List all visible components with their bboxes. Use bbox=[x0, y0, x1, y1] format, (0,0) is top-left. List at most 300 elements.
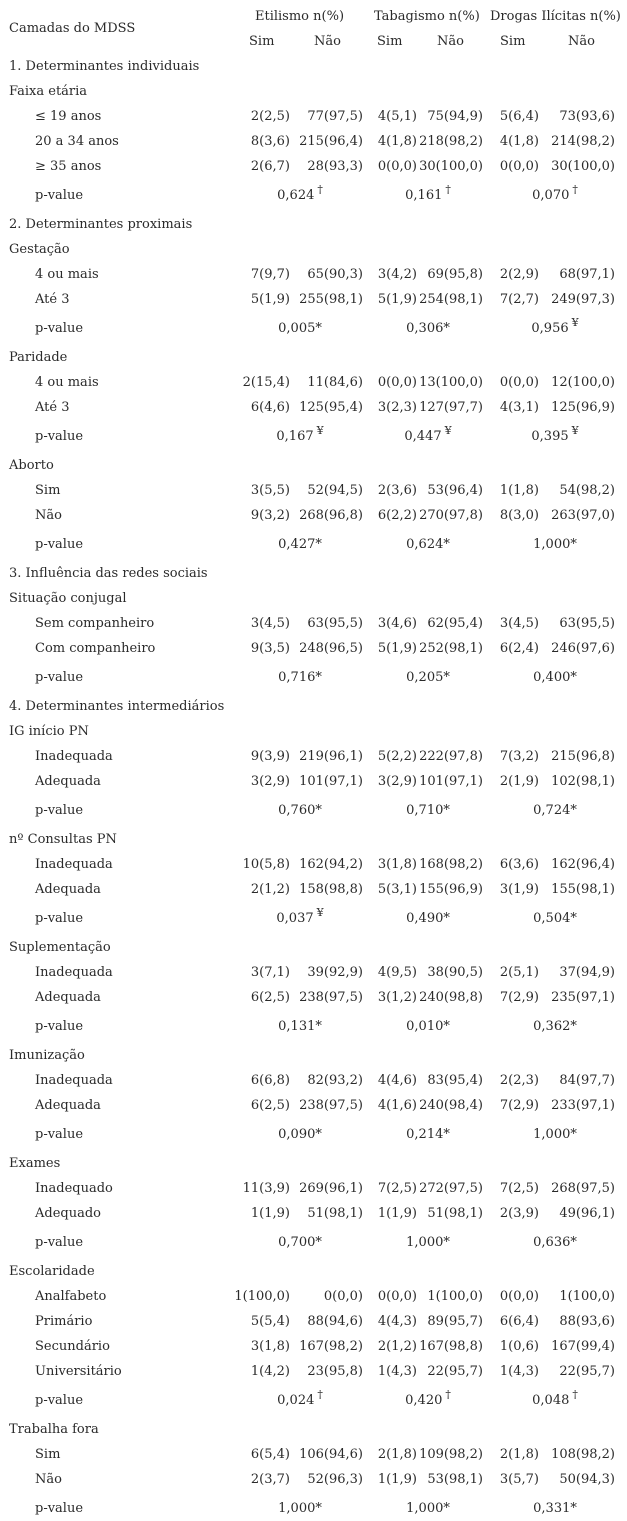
p-value-number: 0,131* bbox=[278, 1019, 322, 1034]
cell-value: 125(96,9) bbox=[551, 400, 615, 415]
p-value-number: 0,037 bbox=[276, 911, 314, 926]
p-value bbox=[532, 183, 578, 208]
cell-value: 9(3,2) bbox=[250, 508, 290, 523]
section-label: Paridade bbox=[9, 350, 68, 365]
cell-value: 0(0,0) bbox=[377, 159, 417, 174]
cell-value: 240(98,4) bbox=[419, 1098, 483, 1113]
cell-value: 12(100,0) bbox=[551, 375, 615, 390]
p-value bbox=[533, 1122, 577, 1147]
row-label: p-value bbox=[35, 188, 84, 203]
p-value-number: 0,331* bbox=[533, 1501, 577, 1516]
cell-value: 1(100,0) bbox=[559, 1289, 615, 1304]
section-row bbox=[0, 237, 627, 262]
significance-symbol: † bbox=[572, 1388, 578, 1401]
cell-value: 8(3,6) bbox=[250, 134, 290, 149]
cell-value: 252(98,1) bbox=[419, 641, 483, 656]
cell-value: 270(97,8) bbox=[419, 508, 483, 523]
cell-value: 255(98,1) bbox=[299, 292, 363, 307]
cell-value: 3(2,9) bbox=[250, 774, 290, 789]
table-row bbox=[0, 1359, 627, 1384]
p-value-number: 0,005* bbox=[278, 321, 322, 336]
row-label: Adequada bbox=[35, 882, 101, 897]
cell-value: 7(2,7) bbox=[499, 292, 539, 307]
section-label: IG início PN bbox=[9, 724, 89, 739]
p-value bbox=[533, 532, 577, 557]
cell-value: 8(3,0) bbox=[499, 508, 539, 523]
table-row bbox=[0, 877, 627, 902]
cell-value: 238(97,5) bbox=[299, 1098, 363, 1113]
header-sim-tabagismo: Sim bbox=[377, 34, 403, 49]
row-label: p-value bbox=[35, 537, 84, 552]
p-value-number: 0,447 bbox=[404, 429, 442, 444]
section-row bbox=[0, 827, 627, 852]
cell-value: 1(0,6) bbox=[499, 1339, 539, 1354]
p-value-number: 0,636* bbox=[533, 1235, 577, 1250]
p-value-number: 0,700* bbox=[278, 1235, 322, 1250]
cell-value: 1(100,0) bbox=[427, 1289, 483, 1304]
pvalue-row bbox=[0, 179, 627, 204]
row-label: p-value bbox=[35, 1019, 84, 1034]
table-row bbox=[0, 1309, 627, 1334]
cell-value: 22(95,7) bbox=[427, 1364, 483, 1379]
cell-value: 168(98,2) bbox=[419, 857, 483, 872]
p-value bbox=[405, 183, 451, 208]
cell-value: 215(96,8) bbox=[551, 749, 615, 764]
p-value-number: 0,070 bbox=[532, 188, 570, 203]
section-label: Gestação bbox=[9, 242, 70, 257]
cell-value: 0(0,0) bbox=[499, 375, 539, 390]
cell-value: 162(94,2) bbox=[299, 857, 363, 872]
cell-value: 1(100,0) bbox=[234, 1289, 290, 1304]
cell-value: 4(4,6) bbox=[377, 1073, 417, 1088]
cell-value: 5(5,4) bbox=[250, 1314, 290, 1329]
cell-value: 6(2,5) bbox=[250, 990, 290, 1005]
table-row bbox=[0, 611, 627, 636]
cell-value: 3(7,1) bbox=[250, 965, 290, 980]
table-row bbox=[0, 1467, 627, 1492]
table-row bbox=[0, 104, 627, 129]
section-label: nº Consultas PN bbox=[9, 832, 117, 847]
p-value-number: 0,024 bbox=[277, 1393, 315, 1408]
p-value bbox=[406, 532, 450, 557]
cell-value: 2(3,6) bbox=[377, 483, 417, 498]
section-row bbox=[0, 1259, 627, 1284]
cell-value: 30(100,0) bbox=[551, 159, 615, 174]
cell-value: 4(5,1) bbox=[377, 109, 417, 124]
cell-value: 53(98,1) bbox=[427, 1472, 483, 1487]
cell-value: 167(98,8) bbox=[419, 1339, 483, 1354]
p-value bbox=[278, 798, 322, 823]
header-group-etilismo: Etilismo n(%) bbox=[255, 9, 345, 24]
cell-value: 38(90,5) bbox=[427, 965, 483, 980]
p-value-number: 0,306* bbox=[406, 321, 450, 336]
p-value bbox=[531, 424, 578, 449]
table-row bbox=[0, 262, 627, 287]
p-value bbox=[531, 316, 578, 341]
table-row bbox=[0, 1334, 627, 1359]
p-value-number: 0,427* bbox=[278, 537, 322, 552]
p-value bbox=[278, 532, 322, 557]
p-value bbox=[406, 316, 450, 341]
cell-value: 2(6,7) bbox=[250, 159, 290, 174]
p-value-number: 0,090* bbox=[278, 1127, 322, 1142]
row-label: p-value bbox=[35, 670, 84, 685]
p-value-number: 1,000* bbox=[278, 1501, 322, 1516]
significance-symbol: † bbox=[317, 1388, 323, 1401]
cell-value: 2(1,2) bbox=[377, 1339, 417, 1354]
significance-symbol: ¥ bbox=[571, 316, 579, 329]
cell-value: 272(97,5) bbox=[419, 1181, 483, 1196]
cell-value: 155(98,1) bbox=[551, 882, 615, 897]
cell-value: 2(15,4) bbox=[242, 375, 290, 390]
section-label: Exames bbox=[9, 1156, 61, 1171]
cell-value: 3(4,2) bbox=[377, 267, 417, 282]
cell-value: 88(93,6) bbox=[559, 1314, 615, 1329]
cell-value: 68(97,1) bbox=[559, 267, 615, 282]
section-label: 4. Determinantes intermediários bbox=[9, 699, 225, 714]
p-value bbox=[406, 1230, 450, 1255]
row-label: p-value bbox=[35, 1127, 84, 1142]
cell-value: 5(3,1) bbox=[377, 882, 417, 897]
section-row bbox=[0, 453, 627, 478]
section-row bbox=[0, 1151, 627, 1176]
header-layers-label: Camadas do MDSS bbox=[9, 21, 136, 36]
cell-value: 0(0,0) bbox=[499, 1289, 539, 1304]
cell-value: 65(90,3) bbox=[307, 267, 363, 282]
row-label: p-value bbox=[35, 1235, 84, 1250]
p-value bbox=[405, 1388, 451, 1413]
p-value bbox=[278, 1496, 322, 1521]
p-value-number: 1,000* bbox=[533, 537, 577, 552]
cell-value: 54(98,2) bbox=[559, 483, 615, 498]
row-label: Inadequado bbox=[35, 1181, 113, 1196]
pvalue-row bbox=[0, 1010, 627, 1035]
section-label: Imunização bbox=[9, 1048, 85, 1063]
cell-value: 3(1,2) bbox=[377, 990, 417, 1005]
cell-value: 2(1,2) bbox=[250, 882, 290, 897]
cell-value: 84(97,7) bbox=[559, 1073, 615, 1088]
cell-value: 22(95,7) bbox=[559, 1364, 615, 1379]
section-label: Faixa etária bbox=[9, 84, 88, 99]
cell-value: 6(4,6) bbox=[250, 400, 290, 415]
row-label: ≥ 35 anos bbox=[35, 159, 102, 174]
cell-value: 51(98,1) bbox=[307, 1206, 363, 1221]
table-row bbox=[0, 395, 627, 420]
p-value bbox=[533, 798, 577, 823]
cell-value: 0(0,0) bbox=[377, 1289, 417, 1304]
cell-value: 6(2,4) bbox=[499, 641, 539, 656]
cell-value: 162(96,4) bbox=[551, 857, 615, 872]
p-value bbox=[278, 1014, 322, 1039]
p-value-number: 0,362* bbox=[533, 1019, 577, 1034]
pvalue-row bbox=[0, 420, 627, 445]
cell-value: 7(2,5) bbox=[499, 1181, 539, 1196]
section-row bbox=[0, 694, 627, 719]
pvalue-row bbox=[0, 1118, 627, 1143]
section-label: Situação conjugal bbox=[9, 591, 127, 606]
cell-value: 1(1,9) bbox=[377, 1472, 417, 1487]
row-label: p-value bbox=[35, 911, 84, 926]
cell-value: 2(1,8) bbox=[499, 1447, 539, 1462]
cell-value: 2(3,7) bbox=[250, 1472, 290, 1487]
cell-value: 7(2,9) bbox=[499, 1098, 539, 1113]
row-label: Adequado bbox=[35, 1206, 101, 1221]
cell-value: 52(94,5) bbox=[307, 483, 363, 498]
row-label: 4 ou mais bbox=[35, 375, 99, 390]
cell-value: 101(97,1) bbox=[419, 774, 483, 789]
pvalue-row bbox=[0, 312, 627, 337]
cell-value: 167(98,2) bbox=[299, 1339, 363, 1354]
p-value bbox=[404, 424, 451, 449]
table-row bbox=[0, 129, 627, 154]
cell-value: 11(3,9) bbox=[242, 1181, 290, 1196]
cell-value: 6(2,5) bbox=[250, 1098, 290, 1113]
p-value-number: 0,010* bbox=[406, 1019, 450, 1034]
p-value-number: 0,490* bbox=[406, 911, 450, 926]
table-row bbox=[0, 287, 627, 312]
table-row bbox=[0, 985, 627, 1010]
cell-value: 28(93,3) bbox=[307, 159, 363, 174]
cell-value: 109(98,2) bbox=[419, 1447, 483, 1462]
p-value-number: 0,710* bbox=[406, 803, 450, 818]
section-label: 3. Influência das redes sociais bbox=[9, 566, 208, 581]
p-value bbox=[276, 424, 323, 449]
cell-value: 254(98,1) bbox=[419, 292, 483, 307]
row-label: Adequada bbox=[35, 774, 101, 789]
p-value-number: 0,214* bbox=[406, 1127, 450, 1142]
p-value bbox=[278, 316, 322, 341]
cell-value: 37(94,9) bbox=[559, 965, 615, 980]
cell-value: 49(96,1) bbox=[559, 1206, 615, 1221]
p-value bbox=[533, 1496, 577, 1521]
cell-value: 63(95,5) bbox=[307, 616, 363, 631]
significance-symbol: † bbox=[317, 183, 323, 196]
cell-value: 1(4,3) bbox=[377, 1364, 417, 1379]
section-label: 2. Determinantes proximais bbox=[9, 217, 193, 232]
cell-value: 7(2,5) bbox=[377, 1181, 417, 1196]
header-sim-etilismo: Sim bbox=[249, 34, 275, 49]
p-value-number: 0,161 bbox=[405, 188, 443, 203]
row-label: p-value bbox=[35, 1501, 84, 1516]
p-value bbox=[278, 1122, 322, 1147]
p-value-number: 0,624* bbox=[406, 537, 450, 552]
cell-value: 268(96,8) bbox=[299, 508, 363, 523]
header-nao-etilismo: Não bbox=[314, 34, 341, 49]
section-label: Aborto bbox=[9, 458, 54, 473]
row-label: Inadequada bbox=[35, 1073, 113, 1088]
p-value bbox=[532, 1388, 578, 1413]
p-value-number: 0,624 bbox=[277, 188, 315, 203]
cell-value: 73(93,6) bbox=[559, 109, 615, 124]
cell-value: 214(98,2) bbox=[551, 134, 615, 149]
cell-value: 269(96,1) bbox=[299, 1181, 363, 1196]
row-label: Secundário bbox=[35, 1339, 110, 1354]
cell-value: 6(5,4) bbox=[250, 1447, 290, 1462]
cell-value: 2(2,9) bbox=[499, 267, 539, 282]
cell-value: 249(97,3) bbox=[551, 292, 615, 307]
cell-value: 233(97,1) bbox=[551, 1098, 615, 1113]
cell-value: 268(97,5) bbox=[551, 1181, 615, 1196]
cell-value: 51(98,1) bbox=[427, 1206, 483, 1221]
cell-value: 222(97,8) bbox=[419, 749, 483, 764]
row-label: 20 a 34 anos bbox=[35, 134, 119, 149]
table-row bbox=[0, 154, 627, 179]
cell-value: 77(97,5) bbox=[307, 109, 363, 124]
cell-value: 4(3,1) bbox=[499, 400, 539, 415]
cell-value: 3(4,5) bbox=[499, 616, 539, 631]
row-label: Não bbox=[35, 508, 62, 523]
cell-value: 4(1,8) bbox=[499, 134, 539, 149]
header-group-drogas: Drogas Ilícitas n(%) bbox=[490, 9, 621, 24]
cell-value: 2(2,3) bbox=[499, 1073, 539, 1088]
cell-value: 83(95,4) bbox=[427, 1073, 483, 1088]
p-value-number: 0,167 bbox=[276, 429, 314, 444]
cell-value: 53(96,4) bbox=[427, 483, 483, 498]
p-value-number: 1,000* bbox=[406, 1501, 450, 1516]
table-row bbox=[0, 960, 627, 985]
cell-value: 4(1,6) bbox=[377, 1098, 417, 1113]
row-label: p-value bbox=[35, 803, 84, 818]
cell-value: 218(98,2) bbox=[419, 134, 483, 149]
cell-value: 1(1,9) bbox=[250, 1206, 290, 1221]
p-value bbox=[533, 906, 577, 931]
p-value bbox=[406, 1496, 450, 1521]
cell-value: 1(4,2) bbox=[250, 1364, 290, 1379]
cell-value: 39(92,9) bbox=[307, 965, 363, 980]
cell-value: 5(1,9) bbox=[377, 641, 417, 656]
p-value bbox=[533, 665, 577, 690]
cell-value: 2(1,8) bbox=[377, 1447, 417, 1462]
cell-value: 3(1,9) bbox=[499, 882, 539, 897]
p-value bbox=[277, 1388, 323, 1413]
row-label: Adequada bbox=[35, 990, 101, 1005]
p-value bbox=[533, 1014, 577, 1039]
cell-value: 52(96,3) bbox=[307, 1472, 363, 1487]
cell-value: 2(1,9) bbox=[499, 774, 539, 789]
cell-value: 23(95,8) bbox=[307, 1364, 363, 1379]
row-label: Sim bbox=[35, 483, 61, 498]
significance-symbol: ¥ bbox=[316, 424, 324, 437]
cell-value: 5(1,9) bbox=[250, 292, 290, 307]
header-nao-tabagismo: Não bbox=[437, 34, 464, 49]
table-row bbox=[0, 1201, 627, 1226]
row-label: p-value bbox=[35, 1393, 84, 1408]
significance-symbol: † bbox=[445, 183, 451, 196]
cell-value: 3(2,9) bbox=[377, 774, 417, 789]
section-row bbox=[0, 212, 627, 237]
pvalue-row bbox=[0, 794, 627, 819]
section-row bbox=[0, 586, 627, 611]
section-label: Suplementação bbox=[9, 940, 111, 955]
cell-value: 3(5,5) bbox=[250, 483, 290, 498]
significance-symbol: † bbox=[572, 183, 578, 196]
row-label: p-value bbox=[35, 321, 84, 336]
cell-value: 1(1,9) bbox=[377, 1206, 417, 1221]
row-label: Inadequada bbox=[35, 749, 113, 764]
cell-value: 4(9,5) bbox=[377, 965, 417, 980]
cell-value: 248(96,5) bbox=[299, 641, 363, 656]
row-label: Analfabeto bbox=[35, 1289, 107, 1304]
header-sim-drogas: Sim bbox=[500, 34, 526, 49]
p-value-number: 0,205* bbox=[406, 670, 450, 685]
section-label: Escolaridade bbox=[9, 1264, 95, 1279]
section-row bbox=[0, 1043, 627, 1068]
row-label: Até 3 bbox=[35, 400, 70, 415]
table-row bbox=[0, 478, 627, 503]
cell-value: 102(98,1) bbox=[551, 774, 615, 789]
row-label: Universitário bbox=[35, 1364, 122, 1379]
p-value-number: 0,724* bbox=[533, 803, 577, 818]
section-row bbox=[0, 79, 627, 104]
header-group-tabagismo: Tabagismo n(%) bbox=[374, 9, 480, 24]
cell-value: 3(4,6) bbox=[377, 616, 417, 631]
significance-symbol: † bbox=[445, 1388, 451, 1401]
cell-value: 1(1,8) bbox=[499, 483, 539, 498]
p-value bbox=[278, 1230, 322, 1255]
cell-value: 106(94,6) bbox=[299, 1447, 363, 1462]
row-label: ≤ 19 anos bbox=[35, 109, 102, 124]
p-value bbox=[278, 665, 322, 690]
cell-value: 2(3,9) bbox=[499, 1206, 539, 1221]
p-value-number: 0,395 bbox=[531, 429, 569, 444]
cell-value: 1(4,3) bbox=[499, 1364, 539, 1379]
cell-value: 240(98,8) bbox=[419, 990, 483, 1005]
cell-value: 215(96,4) bbox=[299, 134, 363, 149]
p-value-number: 0,760* bbox=[278, 803, 322, 818]
p-value-number: 1,000* bbox=[533, 1127, 577, 1142]
cell-value: 62(95,4) bbox=[427, 616, 483, 631]
row-label: Não bbox=[35, 1472, 62, 1487]
cell-value: 155(96,9) bbox=[419, 882, 483, 897]
row-label: p-value bbox=[35, 429, 84, 444]
cell-value: 5(2,2) bbox=[377, 749, 417, 764]
cell-value: 4(1,8) bbox=[377, 134, 417, 149]
row-label: Sem companheiro bbox=[35, 616, 155, 631]
cell-value: 6(2,2) bbox=[377, 508, 417, 523]
cell-value: 9(3,5) bbox=[250, 641, 290, 656]
significance-symbol: ¥ bbox=[316, 906, 324, 919]
cell-value: 0(0,0) bbox=[377, 375, 417, 390]
p-value bbox=[406, 906, 450, 931]
cell-value: 2(5,1) bbox=[499, 965, 539, 980]
p-value bbox=[277, 183, 323, 208]
table-row bbox=[0, 503, 627, 528]
cell-value: 5(6,4) bbox=[499, 109, 539, 124]
cell-value: 7(3,2) bbox=[499, 749, 539, 764]
cell-value: 7(2,9) bbox=[499, 990, 539, 1005]
cell-value: 69(95,8) bbox=[427, 267, 483, 282]
cell-value: 235(97,1) bbox=[551, 990, 615, 1005]
section-row bbox=[0, 719, 627, 744]
pvalue-row bbox=[0, 902, 627, 927]
pvalue-row bbox=[0, 1384, 627, 1409]
cell-value: 101(97,1) bbox=[299, 774, 363, 789]
cell-value: 6(3,6) bbox=[499, 857, 539, 872]
cell-value: 9(3,9) bbox=[250, 749, 290, 764]
cell-value: 246(97,6) bbox=[551, 641, 615, 656]
cell-value: 0(0,0) bbox=[323, 1289, 363, 1304]
section-row bbox=[0, 54, 627, 79]
p-value bbox=[276, 906, 323, 931]
pvalue-row bbox=[0, 528, 627, 553]
p-value bbox=[406, 798, 450, 823]
section-row bbox=[0, 345, 627, 370]
table-row bbox=[0, 1176, 627, 1201]
p-value bbox=[406, 665, 450, 690]
p-value-number: 0,956 bbox=[531, 321, 569, 336]
cell-value: 125(95,4) bbox=[299, 400, 363, 415]
p-value-number: 0,048 bbox=[532, 1393, 570, 1408]
